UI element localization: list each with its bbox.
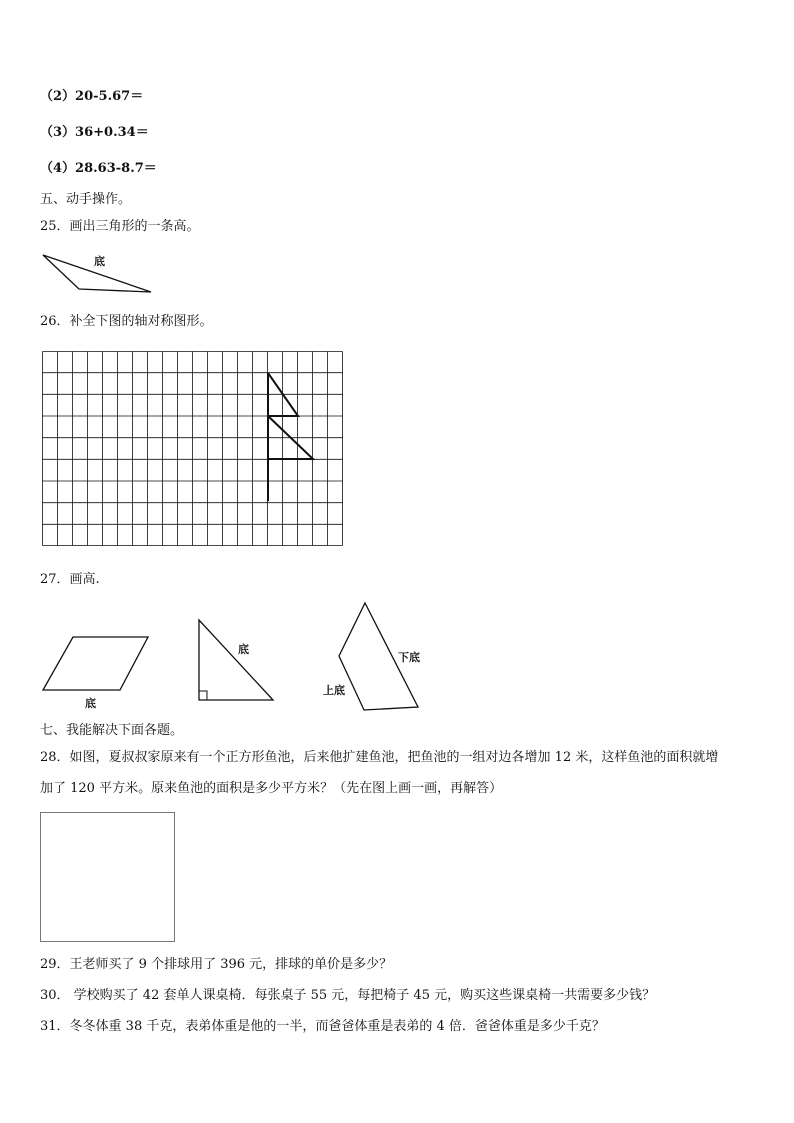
parallelogram (43, 637, 148, 690)
calc-item-3: （3）36+0.34＝ (40, 125, 149, 140)
calc-item-4: （4）28.63-8.7＝ (40, 161, 157, 176)
section-5-title: 五、动手操作。 (40, 192, 132, 207)
pond-square (41, 813, 175, 942)
question-28-line-1: 28．如图，夏叔叔家原来有一个正方形鱼池，后来他扩建鱼池，把鱼池的一组对边各增加 12 米，这样鱼池的面积就增 (40, 750, 719, 765)
q25-base-label: 底 (94, 255, 105, 268)
calc-item-2: （2）20-5.67＝ (40, 89, 144, 104)
trapezoid-upper-base-label: 上底 (323, 684, 345, 697)
question-25: 25．画出三角形的一条高。 (40, 219, 200, 234)
question-31: 31．冬冬体重 38 千克，表弟体重是他的一半，而爸爸体重是表弟的 4 倍．爸爸体重是多少千克？ (40, 1019, 605, 1034)
question-27: 27．画高. (40, 572, 100, 587)
question-30: 30． 学校购买了 42 套单人课桌椅．每张桌子 55 元，每把椅子 45 元，购买这些课桌椅一共需要多少钱？ (40, 988, 656, 1003)
fish-pond-square (40, 812, 175, 942)
section-7-title: 七、我能解决下面各题。 (40, 723, 184, 738)
right-triangle (199, 620, 273, 700)
trapezoid-lower-base-label: 下底 (398, 651, 420, 664)
question-26: 26．补全下图的轴对称图形。 (40, 314, 213, 329)
parallelogram-base-label: 底 (85, 697, 96, 710)
right-triangle-base-label: 底 (238, 643, 249, 656)
question-28-line-2: 加了 120 平方米。原来鱼池的面积是多少平方米？（先在图上画一画，再解答） (40, 781, 503, 796)
question-29: 29．王老师买了 9 个排球用了 396 元，排球的单价是多少？ (40, 957, 393, 972)
right-angle-mark (199, 691, 207, 700)
